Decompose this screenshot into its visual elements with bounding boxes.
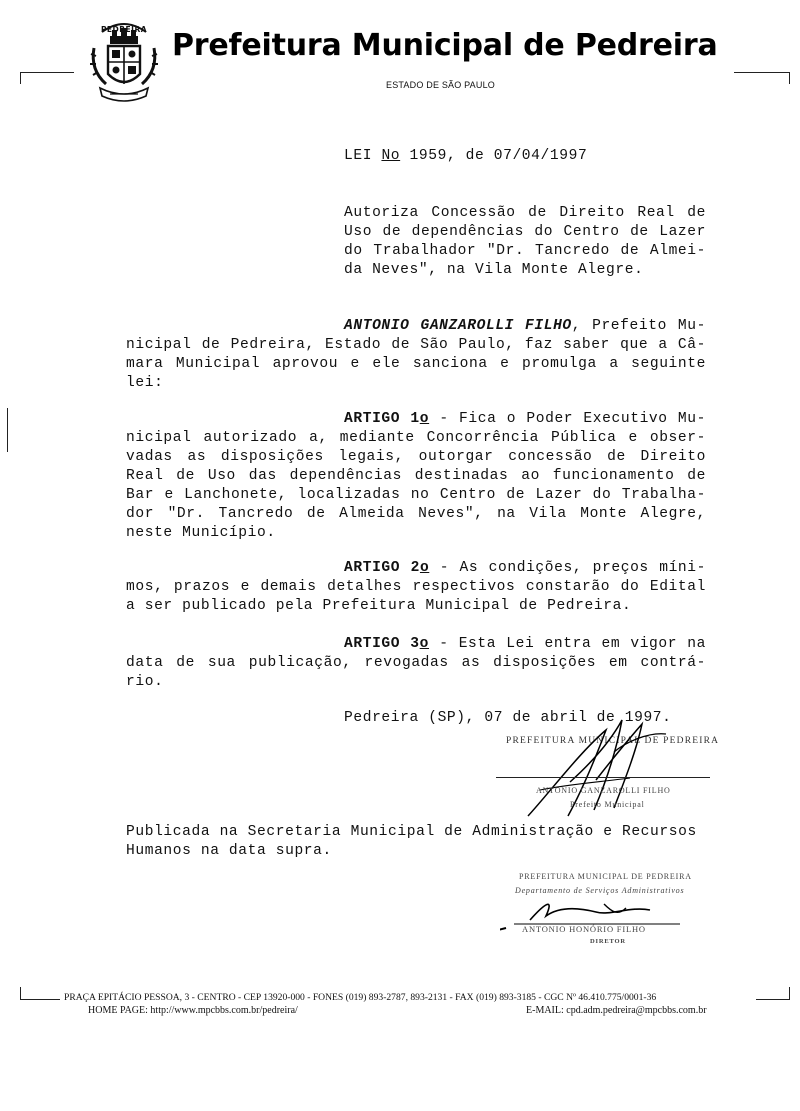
footer-address: PRAÇA EPITÁCIO PESSOA, 3 - CENTRO - CEP 13920-000 - FONES (019) 893-2787, 893-2131 - FAX (019) 893-3185 - CGC Nº 46.410.775/0001-36 xyxy=(64,992,657,1003)
signature-name: ANTONIO GANZAROLLI FILHO xyxy=(536,786,671,795)
header-rule-right-tick xyxy=(789,72,790,84)
coat-of-arms-icon xyxy=(88,14,160,110)
director-name: ANTONIO HONÓRIO FILHO xyxy=(522,924,646,934)
preamble-line: nicipal de Pedreira, Estado de São Paulo, faz saber que a Câ- xyxy=(126,337,706,353)
signature-stamp-heading: PREFEITURA MUNICIPAL DE PEDREIRA xyxy=(506,736,720,746)
summary-line: da Neves", na Vila Monte Alegre. xyxy=(344,262,644,278)
institution-title: Prefeitura Municipal de Pedreira xyxy=(172,28,718,63)
article-3-line: data de sua publicação, revogadas as disposições em contrá- xyxy=(126,655,706,671)
footer-rule-right-tick xyxy=(789,987,790,999)
signature-rule xyxy=(496,777,710,778)
article-2-first-line: ARTIGO 2o - As condições, preços míni- xyxy=(344,560,706,576)
article-1-first-line: ARTIGO 1o - Fica o Poder Executivo Mu- xyxy=(344,411,706,427)
margin-mark xyxy=(7,408,8,452)
publication-line: Humanos na data supra. xyxy=(126,843,332,859)
article-3-label: ARTIGO 3o xyxy=(344,636,430,652)
footer-rule-left-tick xyxy=(20,987,21,999)
header-rule-right xyxy=(734,72,790,73)
summary-line: do Trabalhador "Dr. Tancredo de Almei- xyxy=(344,243,706,259)
article-3-first-line: ARTIGO 3o - Esta Lei entra em vigor na xyxy=(344,636,706,652)
footer-email[interactable]: E-MAIL: cpd.adm.pedreira@mpcbbs.com.br xyxy=(526,1005,707,1016)
summary-line: Autoriza Concessão de Direito Real de xyxy=(344,205,706,221)
footer-rule-right xyxy=(756,999,790,1000)
summary-line: Uso de dependências do Centro de Lazer xyxy=(344,224,706,240)
director-role: DIRETOR xyxy=(590,938,626,945)
header-rule-left-tick xyxy=(20,72,21,84)
preamble-line: lei: xyxy=(126,375,164,391)
header-rule-left xyxy=(20,72,74,73)
dept-stamp-heading: PREFEITURA MUNICIPAL DE PEDREIRA xyxy=(519,872,692,881)
article-1-label: ARTIGO 1o xyxy=(344,411,430,427)
article-2-line: a ser publicado pela Prefeitura Municipal de Pedreira. xyxy=(126,598,632,614)
article-1-line: Bar e Lanchonete, localizadas no Centro de Lazer do Trabalha- xyxy=(126,487,706,503)
state-name: ESTADO DE SÃO PAULO xyxy=(386,80,495,90)
signature-role: Prefeito Municipal xyxy=(570,800,645,809)
article-1-line: nicipal autorizado a, mediante Concorrência Pública e obser- xyxy=(126,430,706,446)
article-2-label: ARTIGO 2o xyxy=(344,560,430,576)
article-2-line: mos, prazos e demais detalhes respectivos constarão do Edital xyxy=(126,579,706,595)
crest-banner-text: PEDREIRA xyxy=(100,25,148,34)
preamble-line: mara Municipal aprovou e ele sanciona e promulga a seguinte xyxy=(126,356,706,372)
place-date: Pedreira (SP), 07 de abril de 1997. xyxy=(344,710,672,726)
article-1-line: dor "Dr. Tancredo de Almeida Neves", na Vila Monte Alegre, xyxy=(126,506,706,522)
article-1-line: vadas as disposições legais, outorgar concessão de Direito xyxy=(126,449,706,465)
law-number-abbrev: No xyxy=(381,148,401,164)
preamble-first-line: ANTONIO GANZAROLLI FILHO, Prefeito Mu- xyxy=(344,318,706,334)
footer-homepage[interactable]: HOME PAGE: http://www.mpcbbs.com.br/pedreira/ xyxy=(88,1005,298,1016)
dept-stamp-department: Departamento de Serviços Administrativos xyxy=(515,886,685,895)
article-1-line: neste Município. xyxy=(126,525,276,541)
footer-rule-left xyxy=(20,999,60,1000)
mayor-name: ANTONIO GANZAROLLI FILHO xyxy=(344,318,572,334)
publication-line: Publicada na Secretaria Municipal de Administração e Recursos xyxy=(126,824,697,840)
article-1-line: Real de Uso das dependências destinadas ao funcionamento de xyxy=(126,468,706,484)
law-title: LEI No 1959, de 07/04/1997 xyxy=(344,148,588,164)
article-3-line: rio. xyxy=(126,674,164,690)
